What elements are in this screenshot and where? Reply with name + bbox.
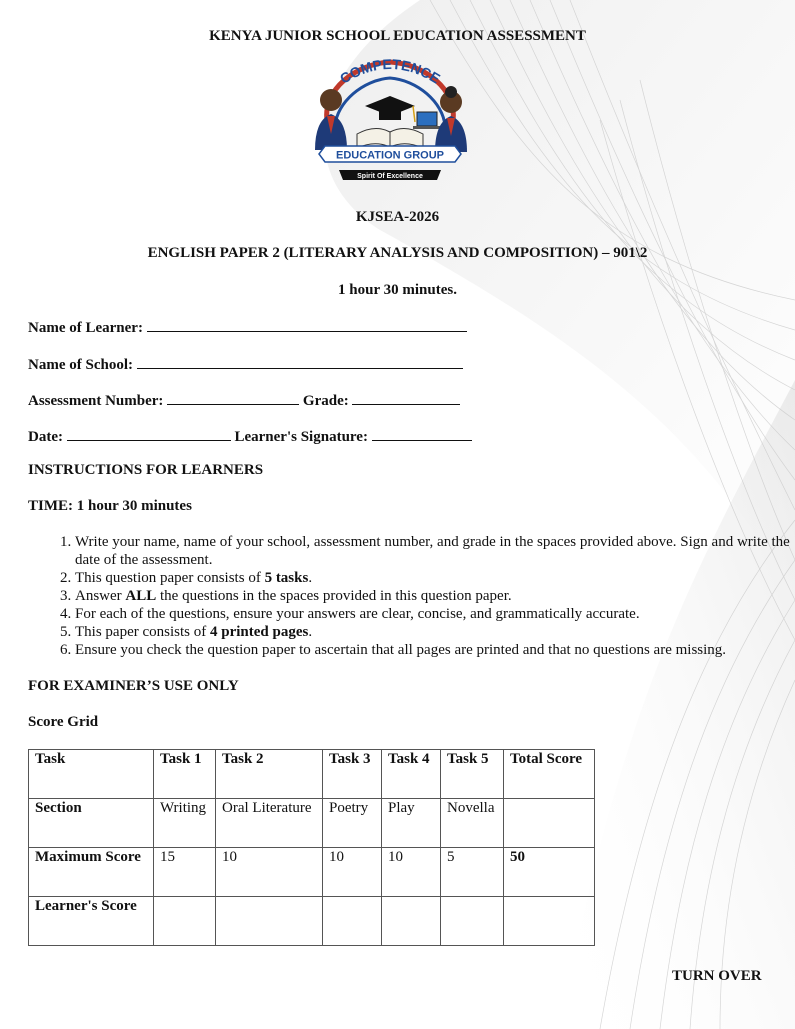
table-cell: 10 <box>323 848 382 897</box>
table-cell: Learner's Score <box>29 897 154 946</box>
org-title: KENYA JUNIOR SCHOOL EDUCATION ASSESSMENT <box>209 28 586 44</box>
logo-banner-text: EDUCATION GROUP <box>336 149 444 162</box>
paper-title: ENGLISH PAPER 2 (LITERARY ANALYSIS AND COMPOSITION) – 901\2 <box>147 245 648 261</box>
table-cell: 10 <box>382 848 441 897</box>
school-name-field[interactable] <box>28 354 463 374</box>
instructions-heading: INSTRUCTIONS FOR LEARNERS <box>28 462 264 478</box>
learner-name-blank[interactable] <box>147 317 467 332</box>
table-cell: Poetry <box>323 799 382 848</box>
assessment-number-label: Assessment Number: <box>28 393 164 409</box>
table-row <box>29 799 595 848</box>
logo-arc-text: COMPETENCE <box>336 55 444 87</box>
table-cell <box>504 799 595 848</box>
instructions-list <box>28 533 795 659</box>
table-cell: Section <box>29 799 154 848</box>
grade-label: Grade: <box>302 393 349 409</box>
learner-score-input[interactable] <box>441 897 504 946</box>
table-cell: Task <box>29 750 154 799</box>
table-cell: Task 4 <box>382 750 441 799</box>
table-cell: Task 3 <box>323 750 382 799</box>
signature-label: Learner's Signature: <box>234 429 368 445</box>
learner-score-input[interactable] <box>504 897 595 946</box>
signature-blank[interactable] <box>372 426 472 441</box>
table-cell: Play <box>382 799 441 848</box>
instruction-item: 3. Answer ALL the questions in the spaces provided in this question paper. <box>75 587 795 605</box>
competence-education-group-logo <box>305 50 475 188</box>
svg-text:COMPETENCE <box>337 56 443 87</box>
table-cell: Oral Literature <box>216 799 323 848</box>
table-cell: Task 5 <box>441 750 504 799</box>
learner-score-input[interactable] <box>382 897 441 946</box>
learner-score-input[interactable] <box>323 897 382 946</box>
school-name-label: Name of School: <box>28 357 133 373</box>
assessment-number-blank[interactable] <box>167 390 299 405</box>
learner-score-input[interactable] <box>154 897 216 946</box>
date-field[interactable] <box>28 426 472 446</box>
logo-tagline: Spirit Of Excellence <box>357 173 423 180</box>
date-label: Date: <box>28 429 63 445</box>
instructions-time: TIME: 1 hour 30 minutes <box>28 498 192 514</box>
table-row <box>29 750 595 799</box>
table-cell: 50 <box>504 848 595 897</box>
instruction-item: 1. Write your name, name of your school, assessment number, and grade in the spaces provided above. Sign and write the date of the assessment. <box>75 533 795 569</box>
instruction-item: 2. This question paper consists of 5 tasks. <box>75 569 795 587</box>
instruction-item: 5. This paper consists of 4 printed pages. <box>75 623 795 641</box>
instruction-item: 6. Ensure you check the question paper to ascertain that all pages are printed and that no questions are missing. <box>75 641 795 659</box>
table-cell: Novella <box>441 799 504 848</box>
table-cell: Writing <box>154 799 216 848</box>
learner-score-input[interactable] <box>216 897 323 946</box>
examiner-heading: FOR EXAMINER’S USE ONLY <box>28 678 239 694</box>
table-cell: 5 <box>441 848 504 897</box>
table-row <box>29 897 595 946</box>
instruction-item: 4. For each of the questions, ensure your answers are clear, concise, and grammatically accurate. <box>75 605 795 623</box>
turn-over-text: TURN OVER <box>672 968 762 984</box>
score-grid-table <box>28 749 595 946</box>
table-cell: 15 <box>154 848 216 897</box>
table-row <box>29 848 595 897</box>
table-cell: Total Score <box>504 750 595 799</box>
score-grid-title: Score Grid <box>28 714 99 730</box>
table-cell: Maximum Score <box>29 848 154 897</box>
learner-name-field[interactable] <box>28 317 467 337</box>
assessment-number-field[interactable] <box>28 390 460 410</box>
table-cell: Task 1 <box>154 750 216 799</box>
exam-code: KJSEA-2026 <box>355 209 440 225</box>
school-name-blank[interactable] <box>137 354 463 369</box>
date-blank[interactable] <box>67 426 231 441</box>
grade-blank[interactable] <box>352 390 460 405</box>
table-cell: 10 <box>216 848 323 897</box>
learner-name-label: Name of Learner: <box>28 320 143 336</box>
table-cell: Task 2 <box>216 750 323 799</box>
paper-duration: 1 hour 30 minutes. <box>338 282 457 298</box>
